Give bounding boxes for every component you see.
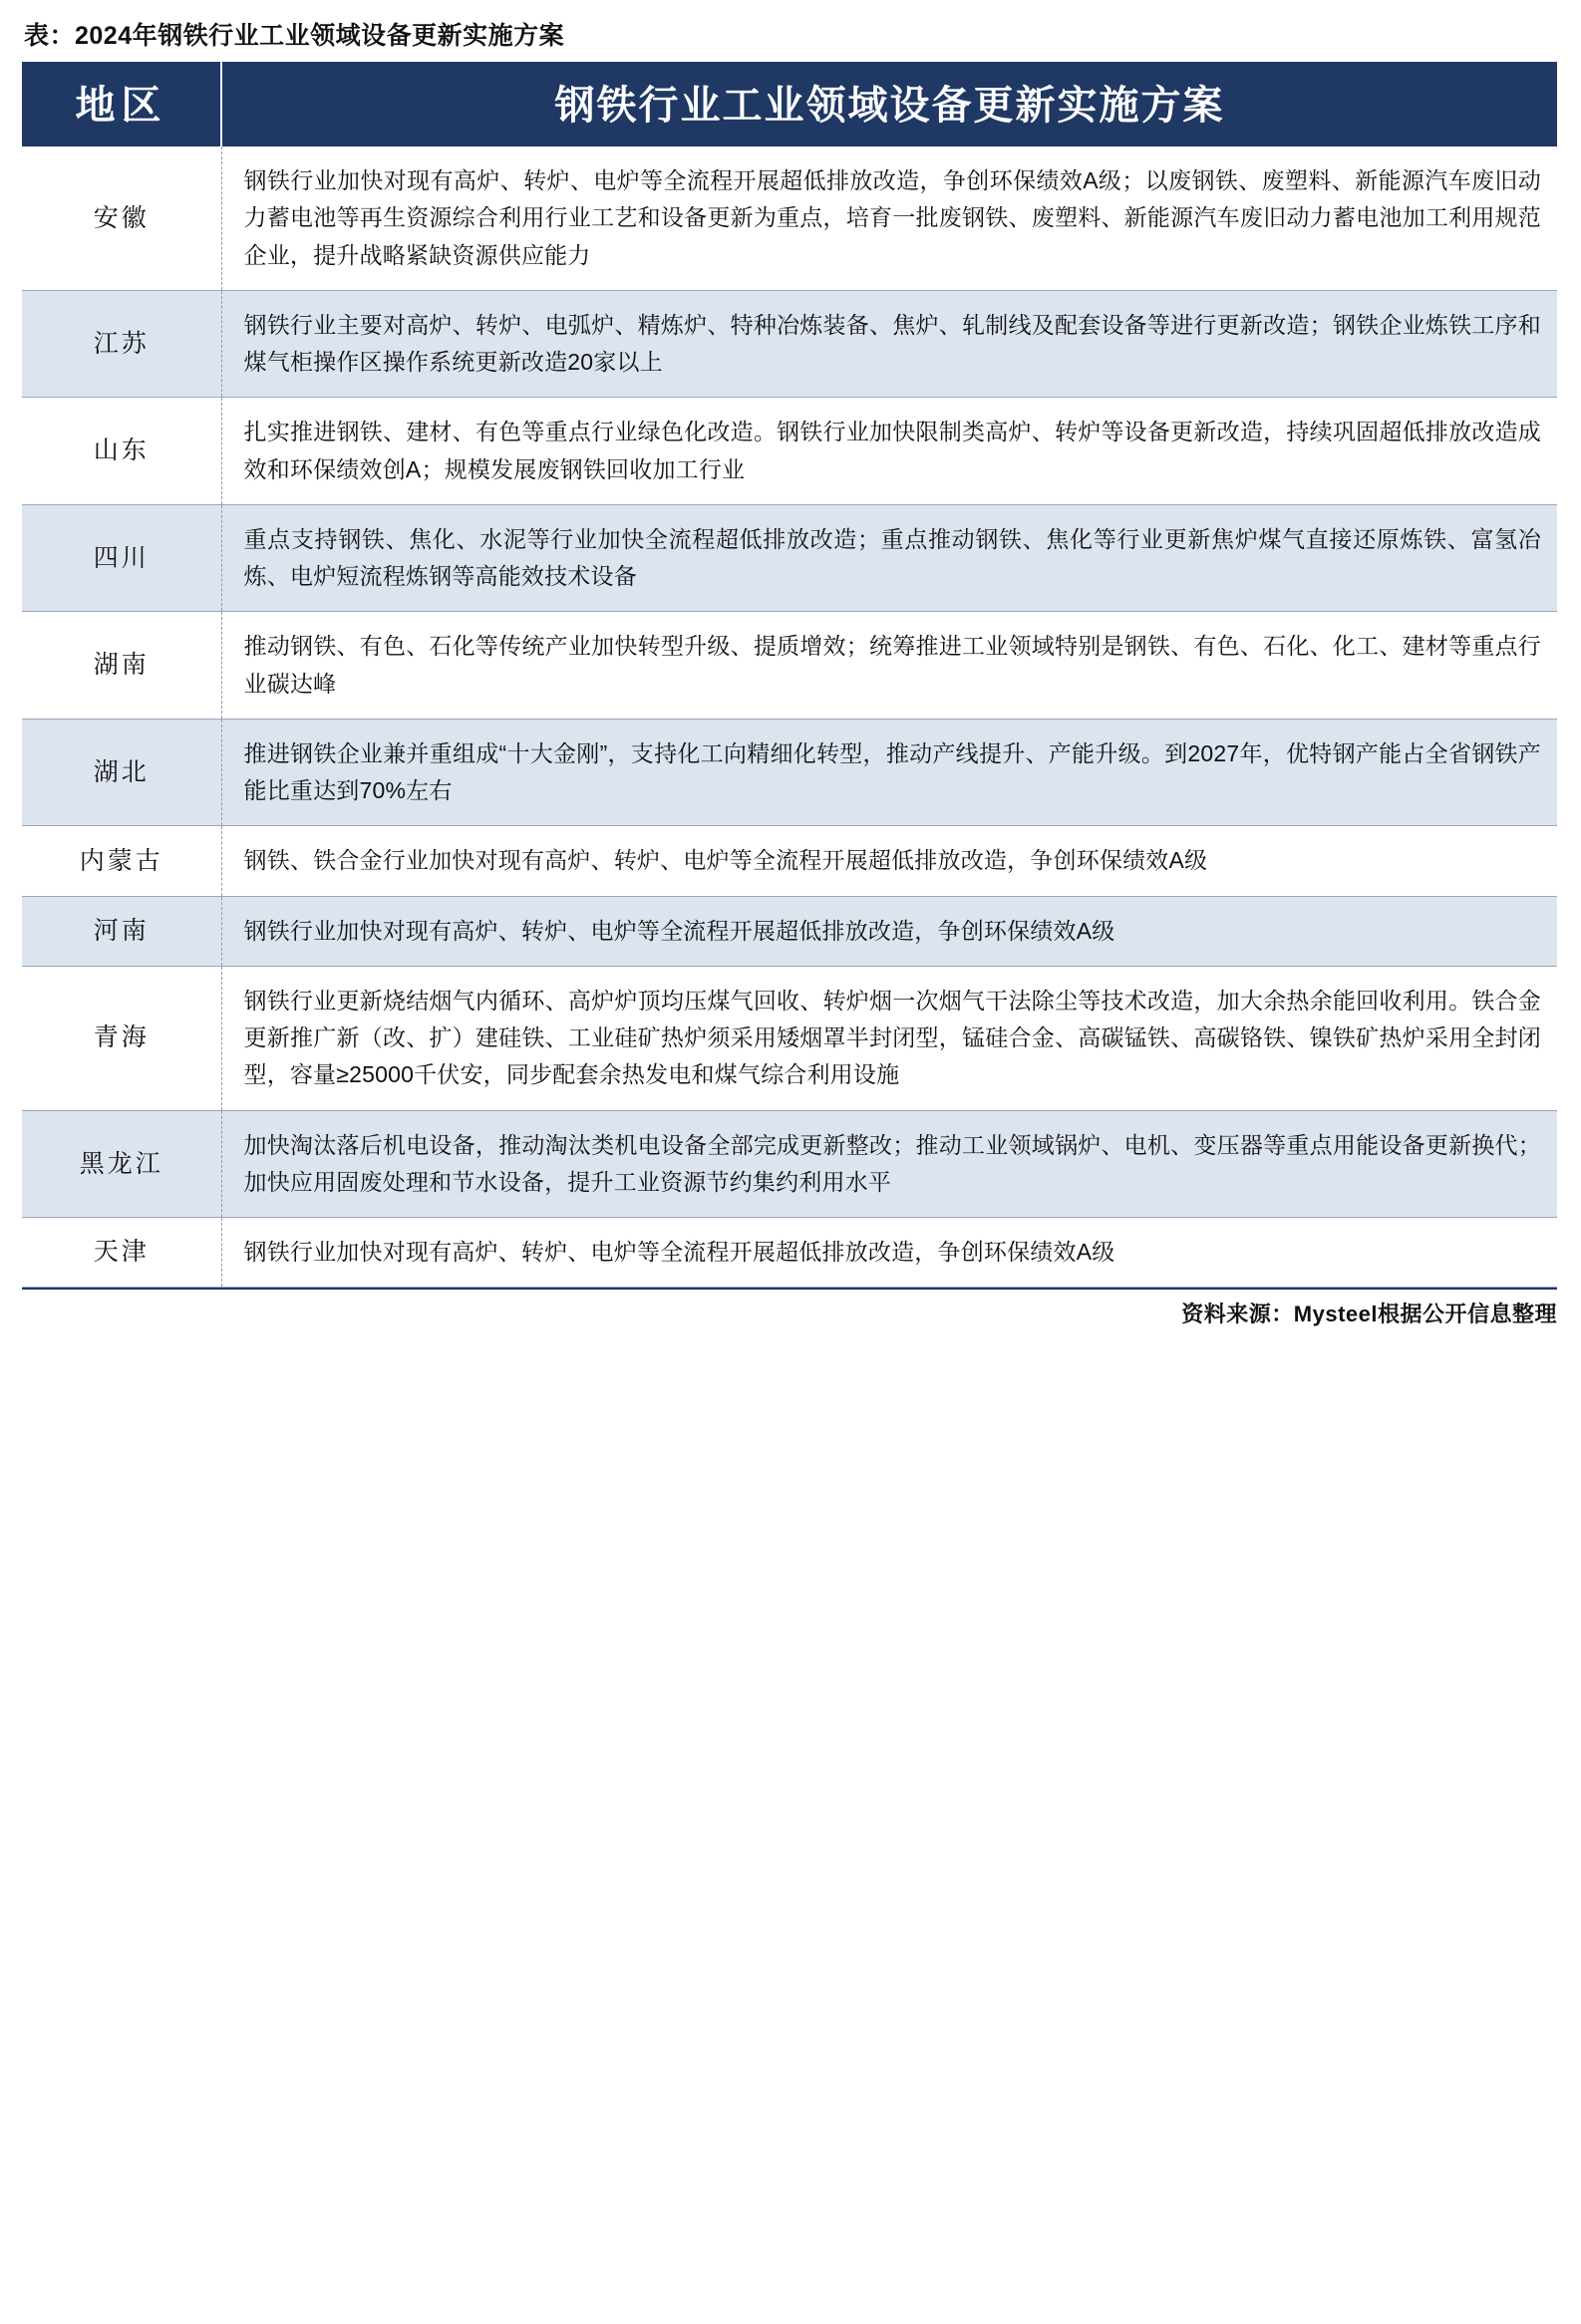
cell-content: 加快淘汰落后机电设备，推动淘汰类机电设备全部完成更新整改；推动工业领域锅炉、电机、变压器等重点用能设备更新换代；加快应用固废处理和节水设备，提升工业资源节约集约利用水平 — [221, 1110, 1557, 1218]
column-header-region: 地区 — [22, 62, 221, 146]
table-row — [22, 719, 1557, 826]
cell-content: 钢铁行业更新烧结烟气内循环、高炉炉顶均压煤气回收、转炉烟一次烟气干法除尘等技术改造，加大余热余能回收利用。铁合金更新推广新（改、扩）建硅铁、工业硅矿热炉须采用矮烟罩半封闭型，锰硅合金、高碳锰铁、高碳铬铁、镍铁矿热炉采用全封闭型，容量≥25000千伏安，同步配套余热发电和煤气综合利用设施 — [221, 966, 1557, 1110]
cell-region: 青海 — [22, 966, 221, 1110]
cell-region: 河南 — [22, 896, 221, 966]
cell-region: 江苏 — [22, 290, 221, 398]
cell-content: 钢铁行业主要对高炉、转炉、电弧炉、精炼炉、特种冶炼装备、焦炉、轧制线及配套设备等进行更新改造；钢铁企业炼铁工序和煤气柜操作区操作系统更新改造20家以上 — [221, 290, 1557, 398]
cell-region: 湖南 — [22, 612, 221, 720]
table-row — [22, 290, 1557, 398]
table-row — [22, 966, 1557, 1110]
cell-content: 钢铁行业加快对现有高炉、转炉、电炉等全流程开展超低排放改造，争创环保绩效A级 — [221, 896, 1557, 966]
cell-content: 钢铁行业加快对现有高炉、转炉、电炉等全流程开展超低排放改造，争创环保绩效A级；以废钢铁、废塑料、新能源汽车废旧动力蓄电池等再生资源综合利用行业工艺和设备更新为重点，培育一批废钢铁、废塑料、新能源汽车废旧动力蓄电池加工利用规范企业，提升战略紧缺资源供应能力 — [221, 146, 1557, 290]
cell-region: 湖北 — [22, 719, 221, 826]
cell-region: 安徽 — [22, 146, 221, 290]
cell-region: 天津 — [22, 1218, 221, 1288]
cell-content: 重点支持钢铁、焦化、水泥等行业加快全流程超低排放改造；重点推动钢铁、焦化等行业更新焦炉煤气直接还原炼铁、富氢冶炼、电炉短流程炼钢等高能效技术设备 — [221, 504, 1557, 612]
cell-content: 推动钢铁、有色、石化等传统产业加快转型升级、提质增效；统筹推进工业领域特别是钢铁、有色、石化、化工、建材等重点行业碳达峰 — [221, 612, 1557, 720]
table-row — [22, 826, 1557, 896]
table-row — [22, 398, 1557, 505]
table-row — [22, 146, 1557, 290]
table-header — [22, 62, 1557, 146]
cell-region: 黑龙江 — [22, 1110, 221, 1218]
cell-content: 钢铁行业加快对现有高炉、转炉、电炉等全流程开展超低排放改造，争创环保绩效A级 — [221, 1218, 1557, 1288]
table-row — [22, 896, 1557, 966]
cell-region: 内蒙古 — [22, 826, 221, 896]
table-body — [22, 146, 1557, 1288]
cell-region: 四川 — [22, 504, 221, 612]
table-row — [22, 612, 1557, 720]
table-row — [22, 1218, 1557, 1288]
cell-content: 钢铁、铁合金行业加快对现有高炉、转炉、电炉等全流程开展超低排放改造，争创环保绩效A级 — [221, 826, 1557, 896]
cell-content: 推进钢铁企业兼并重组成“十大金刚”，支持化工向精细化转型，推动产线提升、产能升级。到2027年，优特钢产能占全省钢铁产能比重达到70%左右 — [221, 719, 1557, 826]
source-note: 资料来源：Mysteel根据公开信息整理 — [22, 1288, 1557, 1328]
table-row — [22, 1110, 1557, 1218]
steel-equipment-update-table — [22, 62, 1557, 1288]
cell-content: 扎实推进钢铁、建材、有色等重点行业绿色化改造。钢铁行业加快限制类高炉、转炉等设备更新改造，持续巩固超低排放改造成效和环保绩效创A；规模发展废钢铁回收加工行业 — [221, 398, 1557, 505]
column-header-content: 钢铁行业工业领域设备更新实施方案 — [221, 62, 1557, 146]
cell-region: 山东 — [22, 398, 221, 505]
table-caption: 表：2024年钢铁行业工业领域设备更新实施方案 — [24, 22, 565, 50]
table-header-row — [22, 62, 1557, 146]
table-row — [22, 504, 1557, 612]
